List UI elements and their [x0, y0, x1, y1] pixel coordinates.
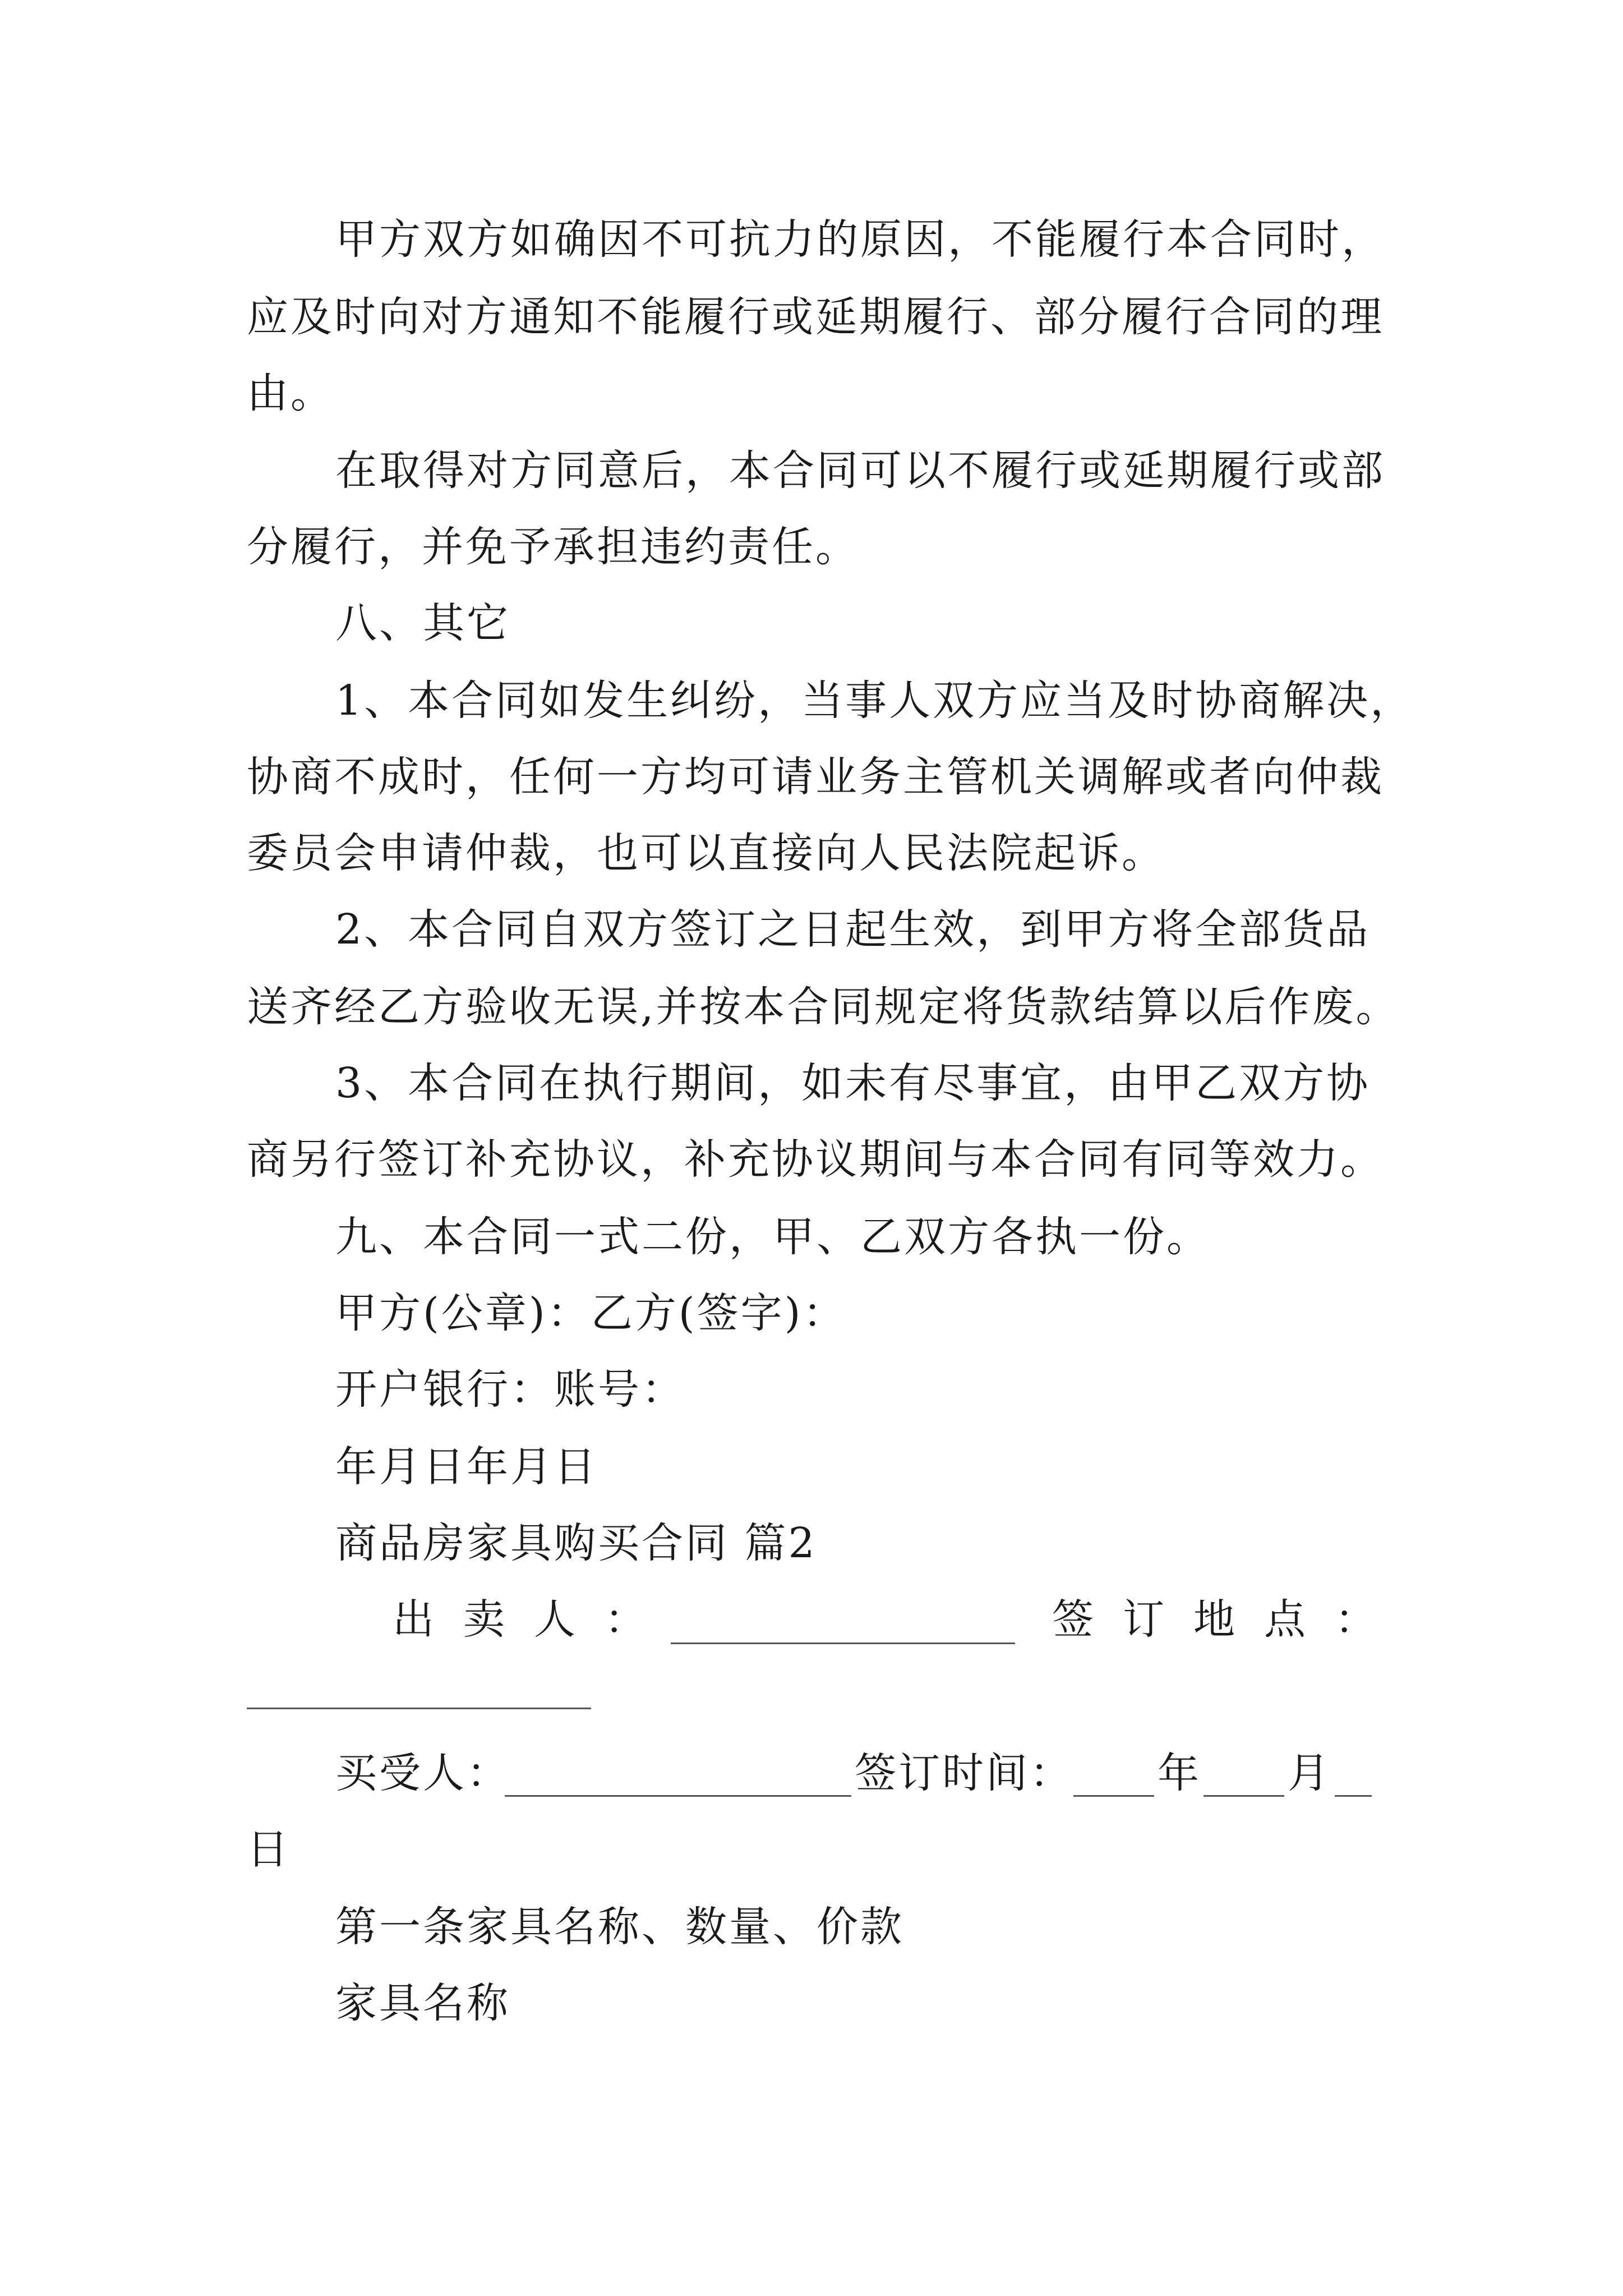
- furniture-name-label: 家具名称: [335, 1979, 510, 2027]
- item3-line1: 3、本合同在执行期间，如未有尽事宜，由甲乙双方协: [335, 1059, 1371, 1107]
- article-1-heading: 第一条家具名称、数量、价款: [335, 1903, 904, 1951]
- signature-line: 甲方(公章)：乙方(签字)：: [335, 1289, 847, 1337]
- place-blank: [247, 1673, 591, 1709]
- buyer-label: 买受人：: [335, 1749, 510, 1797]
- month-label: 月: [1288, 1749, 1331, 1797]
- p1-line2: 应及时向对方通知不能履行或延期履行、部分履行合同的理: [247, 293, 1384, 341]
- p1-line1: 甲方双方如确因不可抗力的原因，不能履行本合同时，: [335, 215, 1385, 264]
- part2-title: 商品房家具购买合同 篇2: [335, 1519, 817, 1567]
- place-label: 签订地点：: [1052, 1595, 1405, 1644]
- item2-line2: 送齐经乙方验收无误,并按本合同规定将货款结算以后作废。: [247, 983, 1400, 1031]
- p2-line2: 分履行，并免予承担违约责任。: [247, 523, 859, 571]
- section-8-heading: 八、其它: [335, 599, 510, 647]
- year-blank: [1073, 1760, 1154, 1797]
- day-label: 日: [247, 1825, 291, 1874]
- day-blank: [1335, 1760, 1372, 1797]
- time-label: 签订时间：: [855, 1749, 1073, 1797]
- item1-line1: 1、本合同如发生纠纷，当事人双方应当及时协商解决，: [335, 677, 1414, 725]
- seller-blank: [671, 1608, 1015, 1644]
- item2-line1: 2、本合同自双方签订之日起生效，到甲方将全部货品: [335, 905, 1371, 954]
- item3-line2: 商另行签订补充协议，补充协议期间与本合同有同等效力。: [247, 1135, 1384, 1184]
- date-line: 年月日年月日: [335, 1443, 598, 1491]
- bank-line: 开户银行：账号：: [335, 1365, 685, 1414]
- p1-line3: 由。: [247, 369, 334, 417]
- month-blank: [1204, 1760, 1284, 1797]
- p2-line1: 在取得对方同意后，本合同可以不履行或延期履行或部: [335, 447, 1385, 495]
- section-9: 九、本合同一式二份，甲、乙双方各执一份。: [335, 1213, 1210, 1261]
- buyer-blank: [505, 1760, 851, 1797]
- seller-label: 出卖人：: [393, 1595, 675, 1644]
- year-label: 年: [1158, 1749, 1201, 1797]
- item1-line3: 委员会申请仲裁，也可以直接向人民法院起诉。: [247, 829, 1165, 877]
- item1-line2: 协商不成时，任何一方均可请业务主管机关调解或者向仲裁: [247, 753, 1384, 801]
